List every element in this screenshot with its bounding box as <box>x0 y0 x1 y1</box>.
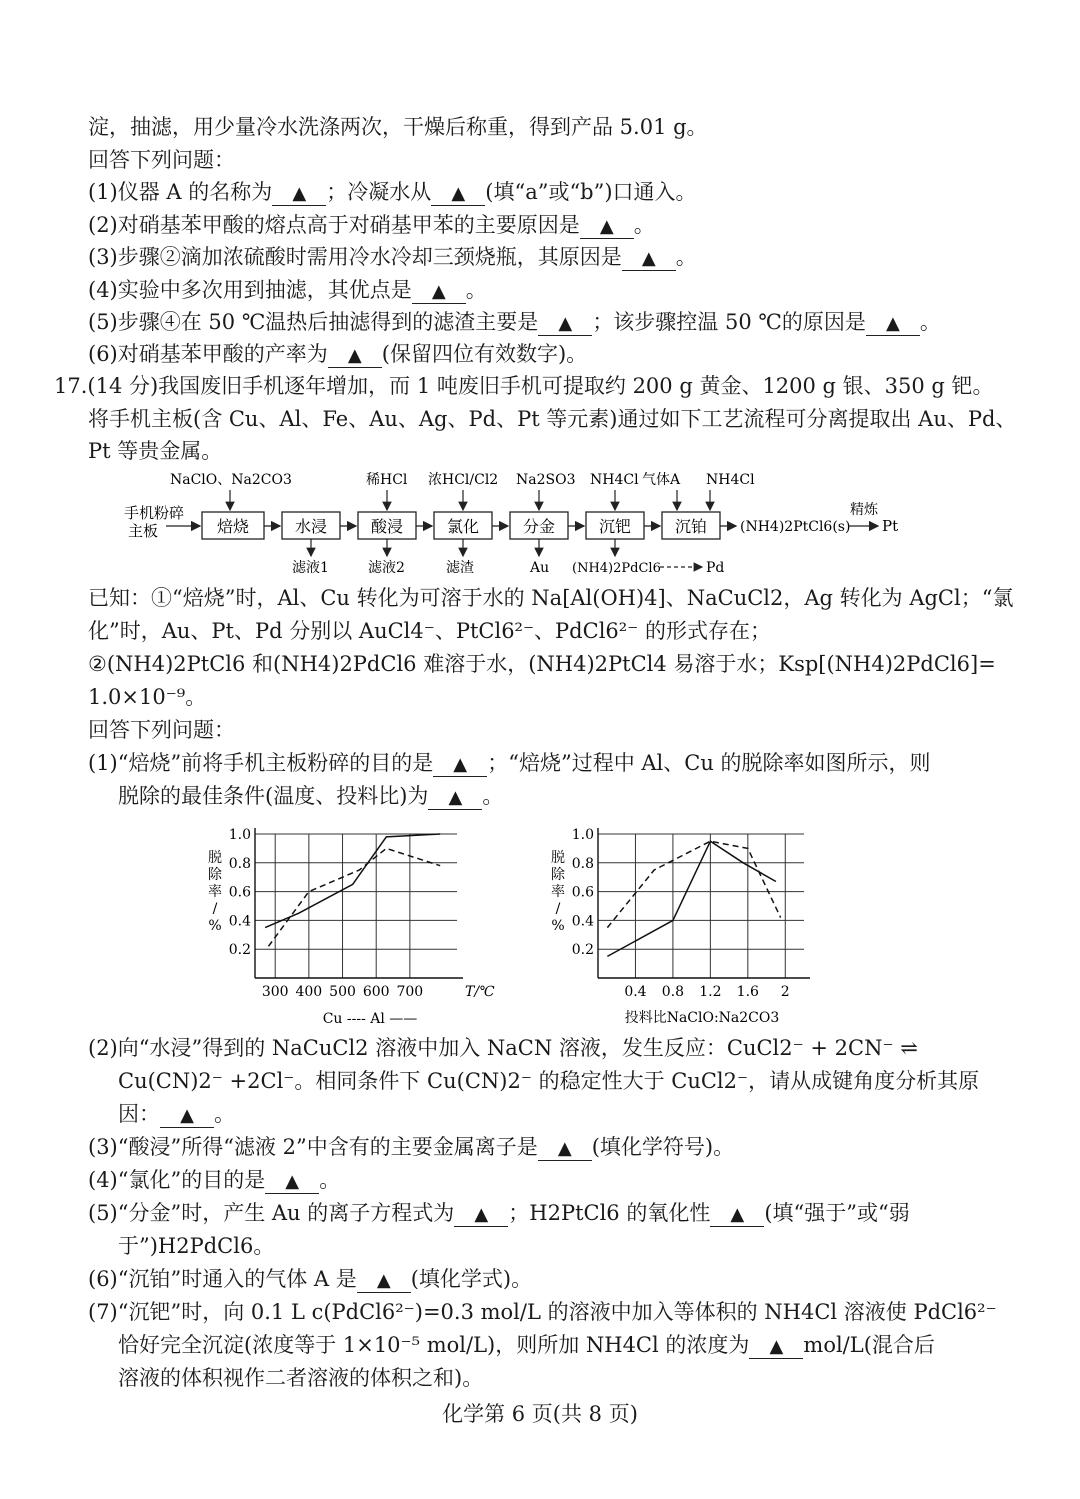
q17-1b: 脱除的最佳条件(温度、投料比)为 ▲ 。 <box>118 784 504 808</box>
y-tick-label: 1.0 <box>228 827 251 843</box>
q17-stem-3: Pt 等贵金属。 <box>88 439 223 463</box>
answer-blank[interactable]: ▲ <box>265 1171 319 1194</box>
q17-5b: 于”)H2PdCl6。 <box>118 1234 275 1258</box>
svg-text:分金: 分金 <box>522 517 556 536</box>
flow-input-6: 气体A <box>642 472 681 488</box>
x-axis-label: 投料比NaClO:Na2CO3 <box>624 1010 780 1026</box>
y-tick-label: 0.6 <box>571 884 594 901</box>
series-line-al <box>607 841 776 956</box>
q16-2: (2)对硝基苯甲酸的熔点高于对硝基甲苯的主要原因是 ▲ 。 <box>88 213 655 237</box>
answer-blank[interactable]: ▲ <box>428 787 482 810</box>
y-axis-label: 脱 <box>551 850 565 866</box>
y-tick-label: 1.0 <box>571 827 594 843</box>
y-axis-label: 除 <box>551 867 565 883</box>
q17-7c: 溶液的体积视作二者溶液的体积之和)。 <box>118 1366 484 1390</box>
series-line-al <box>265 834 440 928</box>
y-tick-label: 0.2 <box>571 942 594 959</box>
y-tick-label: 0.8 <box>571 855 594 872</box>
flow-final-product: Pt <box>882 517 899 535</box>
x-tick-label: 0.8 <box>661 984 685 1000</box>
y-tick-label: 0.2 <box>228 942 251 959</box>
answer-blank[interactable]: ▲ <box>866 313 920 336</box>
chart-temperature <box>195 818 505 1030</box>
flow-output-3: 滤渣 <box>446 560 474 576</box>
flow-output-1: 滤液1 <box>292 560 329 576</box>
intro-line-2: 回答下列问题： <box>88 148 235 172</box>
answer-blank[interactable]: ▲ <box>710 1204 764 1227</box>
answer-blank[interactable]: ▲ <box>538 313 592 336</box>
flow-end-product: (NH4)2PtCl6(s) <box>740 519 851 535</box>
answer-blank[interactable]: ▲ <box>749 1336 803 1359</box>
flow-output-4: Au <box>530 560 550 576</box>
flow-step-roast <box>202 512 264 539</box>
answer-blank[interactable]: ▲ <box>328 345 382 368</box>
known-1: 已知：①“焙烧”时，Al、Cu 转化为可溶于水的 Na[Al(OH)4]、NaCuCl2，Ag 转化为 AgCl；“氯 <box>88 586 1014 610</box>
svg-text:焙烧: 焙烧 <box>216 517 250 536</box>
page-footer: 化学第 6 页(共 8 页) <box>442 1402 638 1426</box>
answer-blank[interactable]: ▲ <box>431 183 485 206</box>
q16-5: (5)步骤④在 50 ℃温热后抽滤得到的滤渣主要是 ▲ ；该步骤控温 50 ℃的原因是 ▲ 。 <box>88 310 941 334</box>
flow-step-gold-separation <box>510 512 568 539</box>
chart-feed-ratio <box>540 818 830 1030</box>
known-3: ②(NH4)2PtCl6 和(NH4)2PdCl6 难溶于水，(NH4)2PtCl4 易溶于水；Ksp[(NH4)2PdCl6]= <box>88 652 996 676</box>
q17-7b: 恰好完全沉淀(浓度等于 1×10⁻⁵ mol/L)，则所加 NH4Cl 的浓度为 ▲ mol/L(混合后 <box>118 1333 935 1357</box>
flow-step-water-leach <box>282 512 340 539</box>
q17-1a: (1)“焙烧”前将手机主板粉碎的目的是 ▲ ；“焙烧”过程中 Al、Cu 的脱除率如图所示，则 <box>88 751 931 775</box>
x-tick-label: 0.4 <box>624 984 647 1000</box>
flow-input-4: Na2SO3 <box>516 472 576 488</box>
svg-text:沉钯: 沉钯 <box>598 517 632 536</box>
y-tick-label: 0.8 <box>228 855 251 872</box>
flow-input-2: 稀HCl <box>366 472 408 488</box>
y-tick-label: 0.6 <box>228 884 251 901</box>
answer-blank[interactable]: ▲ <box>454 1204 508 1227</box>
q17-2b: Cu(CN)2⁻ +2Cl⁻。相同条件下 Cu(CN)2⁻ 的稳定性大于 CuCl2⁻，请从成键角度分析其原 <box>118 1069 980 1093</box>
x-tick-label: 500 <box>329 984 356 1000</box>
answer-blank[interactable]: ▲ <box>538 1138 592 1161</box>
q17-4: (4)“氯化”的目的是 ▲ 。 <box>88 1168 341 1192</box>
flow-input-5: NH4Cl <box>590 472 639 488</box>
y-tick-label: 0.4 <box>228 913 251 930</box>
answer-blank[interactable]: ▲ <box>357 1270 411 1293</box>
series-line-cu <box>607 841 780 927</box>
answer-blank[interactable]: ▲ <box>272 183 326 206</box>
answer-blank[interactable]: ▲ <box>580 216 634 239</box>
y-axis-label: 率 <box>551 884 565 900</box>
known-2: 化”时，Au、Pt、Pd 分别以 AuCl4⁻、PtCl6²⁻、PdCl6²⁻ 的形式存在； <box>88 619 771 643</box>
y-axis-label: % <box>551 918 565 934</box>
q17-3: (3)“酸浸”所得“滤液 2”中含有的主要金属离子是 ▲ (填化学符号)。 <box>88 1135 735 1159</box>
flow-step-acid-leach <box>358 512 416 539</box>
svg-text:氯化: 氯化 <box>446 517 480 536</box>
process-flow-diagram <box>120 466 940 578</box>
flow-start-2: 主板 <box>128 522 159 540</box>
x-tick-label: 300 <box>261 984 289 1000</box>
answer-blank[interactable]: ▲ <box>622 248 676 271</box>
x-tick-label: 1.6 <box>736 984 759 1000</box>
y-axis-label: / <box>555 901 561 917</box>
x-tick-label: 2 <box>780 984 790 1000</box>
q16-4: (4)实验中多次用到抽滤，其优点是 ▲ 。 <box>88 278 487 302</box>
q16-3: (3)步骤②滴加浓硫酸时需用冷水冷却三颈烧瓶，其原因是 ▲ 。 <box>88 245 697 269</box>
x-tick-label: 400 <box>295 984 323 1000</box>
svg-text:酸浸: 酸浸 <box>370 517 404 536</box>
q16-6: (6)对硝基苯甲酸的产率为 ▲ (保留四位有效数字)。 <box>88 342 588 366</box>
answer-blank[interactable]: ▲ <box>412 281 466 304</box>
y-axis-label: 除 <box>208 867 222 883</box>
y-axis-label: 脱 <box>208 850 222 866</box>
q17-7a: (7)“沉钯”时，向 0.1 L c(PdCl6²⁻)=0.3 mol/L 的溶液中加入等体积的 NH4Cl 溶液使 PdCl6²⁻ <box>88 1300 997 1324</box>
x-tick-label: 1.2 <box>699 984 722 1000</box>
svg-text:水浸: 水浸 <box>294 517 328 536</box>
answer-blank[interactable]: ▲ <box>160 1105 214 1128</box>
y-tick-label: 0.4 <box>571 913 594 930</box>
flow-input-3: 浓HCl/Cl2 <box>428 472 499 488</box>
known-4: 1.0×10⁻⁹。 <box>88 685 207 709</box>
q17-stem-1: 17.(14 分)我国废旧手机逐年增加，而 1 吨废旧手机可提取约 200 g 黄金、1200 g 银、350 g 钯。 <box>54 374 994 398</box>
flow-start-1: 手机粉碎 <box>124 504 185 522</box>
y-axis-label: 率 <box>208 884 222 900</box>
x-tick-label: 600 <box>362 984 390 1000</box>
q16-1: (1)仪器 A 的名称为 ▲ ；冷凝水从 ▲ (填“a”或“b”)口通入。 <box>88 180 697 204</box>
flow-step-pt-precipitation <box>662 512 720 539</box>
q17-2a: (2)向“水浸”得到的 NaCuCl2 溶液中加入 NaCN 溶液，发生反应：CuCl2⁻ + 2CN⁻ ⇌ <box>88 1036 918 1060</box>
flow-step-chlorination <box>434 512 492 539</box>
flow-input-1: NaClO、Na2CO3 <box>170 472 292 488</box>
answer-blank[interactable]: ▲ <box>433 754 487 777</box>
x-axis-label: T/℃ <box>465 984 495 1000</box>
svg-text:沉铂: 沉铂 <box>674 517 708 536</box>
flow-input-7: NH4Cl <box>706 472 755 488</box>
q17-5a: (5)“分金”时，产生 Au 的离子方程式为 ▲ ；H2PtCl6 的氧化性 ▲ (填“强于”或“弱 <box>88 1201 910 1225</box>
q17-6: (6)“沉铂”时通入的气体 A 是 ▲ (填化学式)。 <box>88 1267 533 1291</box>
y-axis-label: / <box>212 901 218 917</box>
flow-refine-label: 精炼 <box>850 502 878 518</box>
q17-stem-2: 将手机主板(含 Cu、Al、Fe、Au、Ag、Pd、Pt 等元素)通过如下工艺流程可分离提取出 Au、Pd、 <box>88 407 1017 431</box>
flow-output-5: (NH4)2PdCl6 <box>572 561 661 576</box>
ask-label: 回答下列问题： <box>88 718 235 742</box>
legend: Cu ---- Al —— <box>322 1011 418 1027</box>
flow-output-2: 滤液2 <box>368 560 405 576</box>
flow-step-pd-precipitation <box>586 512 644 539</box>
intro-line-1: 淀，抽滤，用少量冷水洗涤两次，干燥后称重，得到产品 5.01 g。 <box>88 115 708 139</box>
flow-output-6: Pd <box>706 560 725 576</box>
q17-2c: 因： ▲ 。 <box>118 1102 235 1126</box>
x-tick-label: 700 <box>396 984 424 1000</box>
y-axis-label: % <box>208 918 222 934</box>
